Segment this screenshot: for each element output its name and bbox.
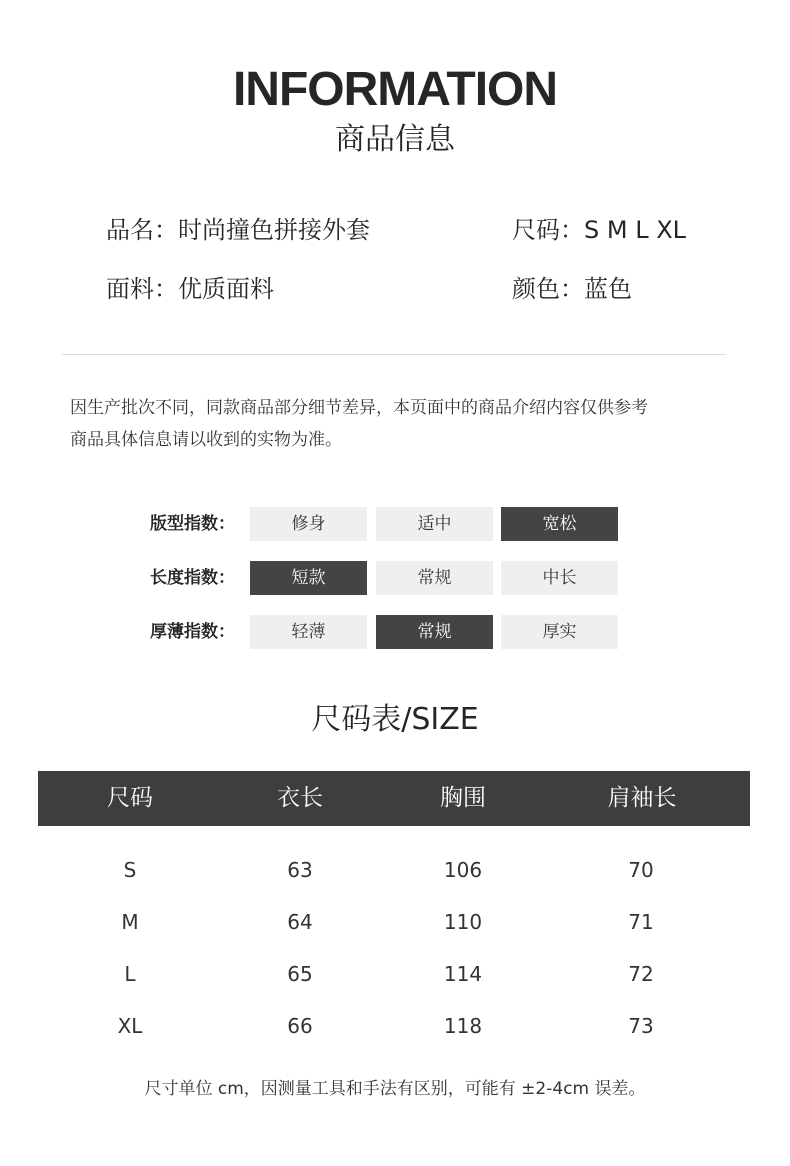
cell-chest: 114 (443, 962, 483, 986)
cell-chest: 118 (443, 1014, 483, 1038)
disclaimer-notice (70, 392, 730, 456)
fit-option-regular: 适中 (376, 507, 493, 541)
header-chest: 胸围 (440, 785, 486, 811)
measurement-footnote: 尺寸单位 cm，因测量工具和手法有区别，可能有 ±2-4cm 误差。 (144, 1079, 646, 1099)
product-fabric-label: 面料： (106, 275, 178, 303)
fit-index-label: 版型指数： (150, 514, 235, 534)
size-table-header (38, 771, 750, 826)
thickness-option-thick: 厚实 (501, 615, 618, 649)
product-size-row (512, 214, 686, 246)
product-color-value: 蓝色 (584, 275, 632, 303)
thickness-option-regular: 常规 (376, 615, 493, 649)
size-table-title: 尺码表/SIZE (311, 702, 479, 737)
cell-length: 64 (287, 910, 313, 934)
cell-length: 63 (287, 858, 313, 882)
disclaimer-line-2: 商品具体信息请以收到的实物为准。 (70, 430, 342, 450)
length-option-short: 短款 (250, 561, 367, 595)
cell-sleeve: 71 (628, 910, 654, 934)
product-name-row (106, 214, 370, 246)
length-index-label: 长度指数： (150, 568, 235, 588)
product-size-value: S M L XL (584, 216, 687, 244)
page-title: INFORMATION (232, 63, 558, 116)
product-color-label: 颜色： (512, 275, 584, 303)
thickness-option-thin: 轻薄 (250, 615, 367, 649)
product-name-value: 时尚撞色拼接外套 (178, 216, 370, 244)
product-fabric-row (106, 273, 274, 305)
cell-chest: 106 (443, 858, 483, 882)
thickness-index-label: 厚薄指数： (150, 622, 235, 642)
cell-size: S (123, 858, 137, 882)
cell-sleeve: 70 (628, 858, 654, 882)
cell-sleeve: 72 (628, 962, 654, 986)
page-subtitle: 商品信息 (335, 122, 455, 157)
product-color-row (512, 273, 632, 305)
cell-sleeve: 73 (628, 1014, 654, 1038)
section-divider (62, 354, 726, 355)
product-size-label: 尺码： (512, 216, 584, 244)
disclaimer-line-1: 因生产批次不同，同款商品部分细节差异，本页面中的商品介绍内容仅供参考 (70, 398, 648, 418)
header-sleeve: 肩袖长 (607, 785, 677, 811)
cell-size: XL (117, 1014, 143, 1038)
product-fabric-value: 优质面料 (178, 275, 274, 303)
cell-size: L (124, 962, 136, 986)
cell-size: M (121, 910, 139, 934)
product-name-label: 品名： (106, 216, 178, 244)
length-option-mid: 中长 (501, 561, 618, 595)
header-length: 衣长 (277, 785, 323, 811)
cell-chest: 110 (443, 910, 483, 934)
fit-option-loose: 宽松 (501, 507, 618, 541)
cell-length: 65 (287, 962, 313, 986)
fit-option-slim: 修身 (250, 507, 367, 541)
header-size: 尺码 (107, 785, 153, 811)
cell-length: 66 (287, 1014, 313, 1038)
length-option-regular: 常规 (376, 561, 493, 595)
